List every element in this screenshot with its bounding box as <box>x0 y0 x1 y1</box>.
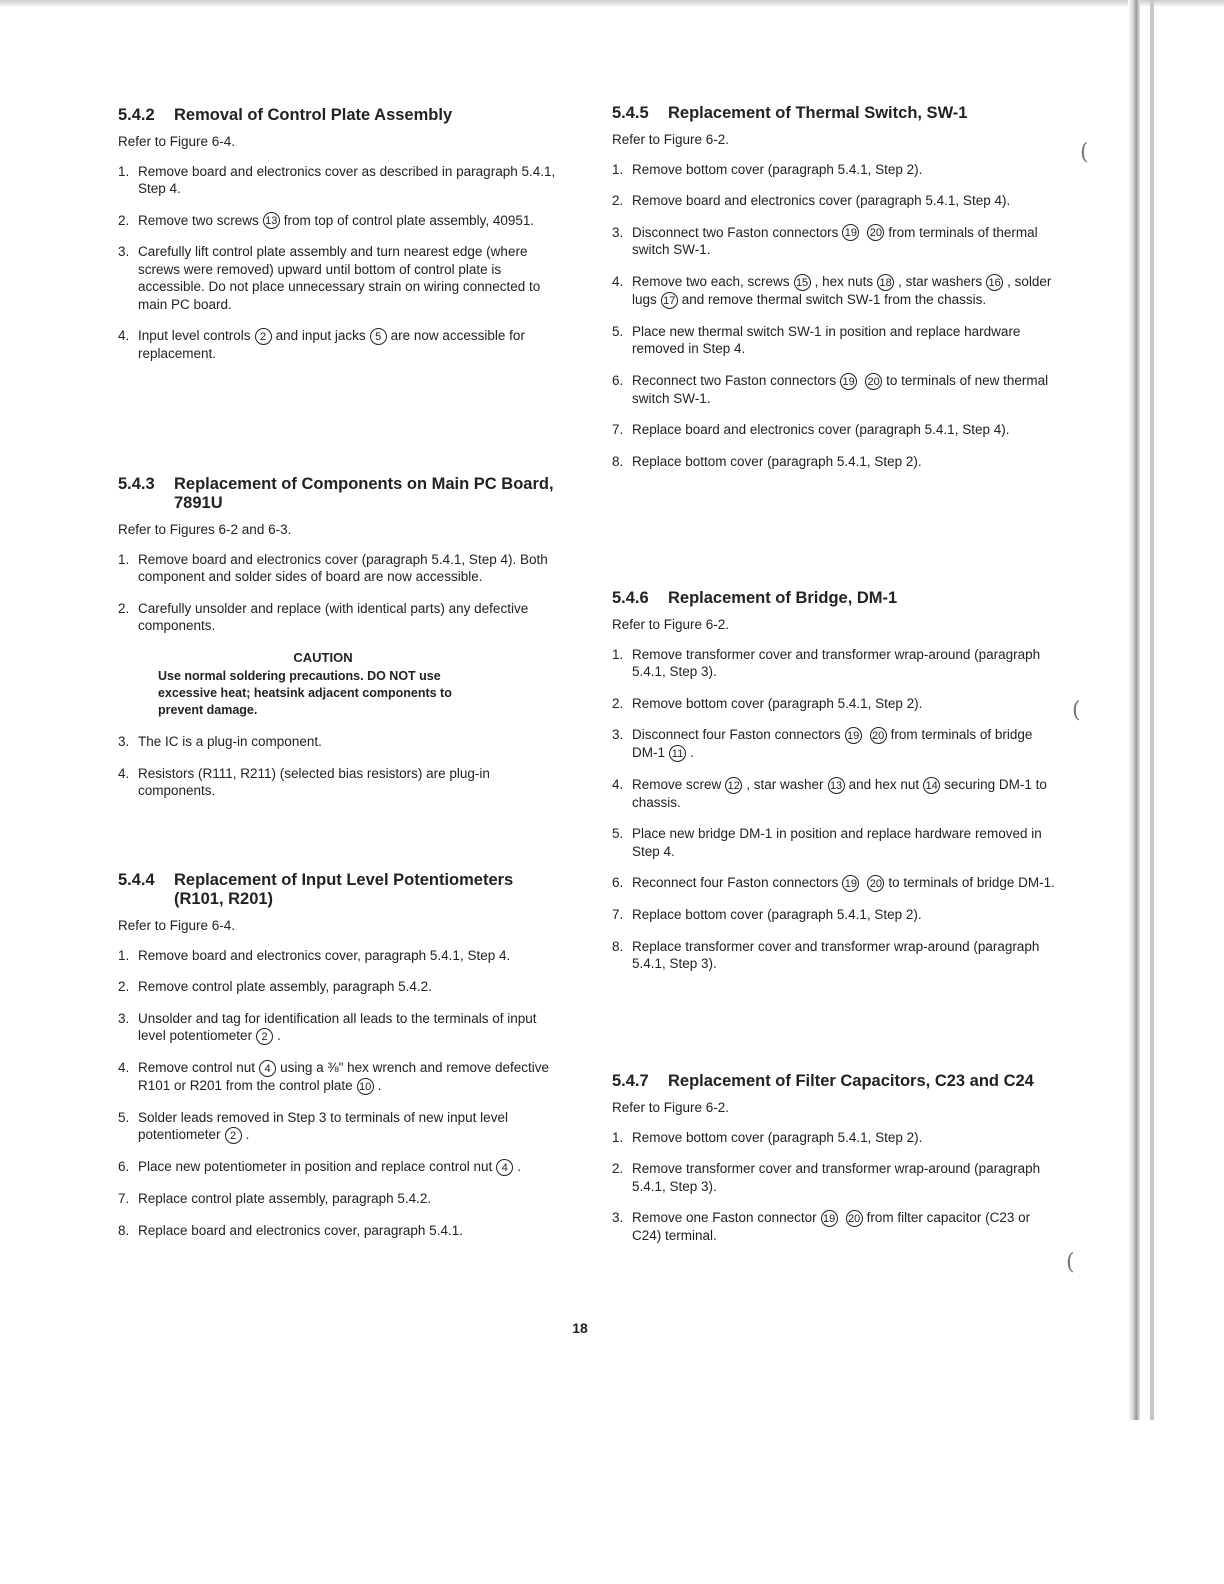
callout-number: 20 <box>867 875 884 892</box>
step-text <box>138 1109 563 1144</box>
list-item <box>118 978 563 996</box>
callout-number: 16 <box>986 274 1003 291</box>
step-number: 6. <box>612 372 624 388</box>
callout-number: 19 <box>821 1210 838 1227</box>
step-text-part: Unsolder and tag for identification all leads to the terminals of input level potentiometer <box>138 1010 537 1043</box>
page-top-edge <box>0 0 1224 6</box>
section-number: 5.4.4 <box>118 871 155 889</box>
step-text-part: Replace bottom cover (paragraph 5.4.1, Step 2). <box>632 907 922 923</box>
section-number: 5.4.3 <box>118 475 155 493</box>
step-text-part: . <box>245 1127 250 1143</box>
callout-number: 18 <box>877 274 894 291</box>
callout-number: 20 <box>846 1210 863 1227</box>
step-text <box>632 192 1057 210</box>
step-text-part: Remove bottom cover (paragraph 5.4.1, Step 2). <box>632 695 923 711</box>
figure-reference: Refer to Figures 6-2 and 6-3. <box>118 522 292 537</box>
list-item <box>118 947 563 965</box>
step-number: 3. <box>612 224 624 240</box>
section-heading <box>118 871 563 909</box>
step-text <box>632 825 1057 860</box>
step-number: 3. <box>612 1210 624 1225</box>
step-text <box>138 1190 563 1208</box>
step-number: 7. <box>612 422 624 438</box>
step-number: 4. <box>118 1059 130 1075</box>
list-item <box>612 726 1057 762</box>
step-number: 2. <box>612 695 624 711</box>
list-item <box>612 372 1057 407</box>
step-text-part: Remove transformer cover and transformer wrap-around (paragraph 5.4.1, Step 3). <box>632 646 1041 679</box>
step-number: 8. <box>612 938 624 954</box>
callout-number: 4 <box>259 1060 276 1077</box>
section-heading <box>612 104 1057 123</box>
step-number: 2. <box>612 1161 624 1176</box>
step-text <box>632 776 1057 811</box>
callout-number: 19 <box>840 373 857 390</box>
step-text-part: , solder lugs <box>632 273 1052 307</box>
step-text: Carefully unsolder and replace (with identical parts) any defective components. <box>138 600 529 633</box>
step-text <box>138 243 563 313</box>
list-item <box>118 1222 563 1240</box>
step-number: 4. <box>612 776 624 792</box>
step-number: 6. <box>118 1159 130 1175</box>
section-heading <box>118 106 563 125</box>
list-item <box>612 161 1057 179</box>
step-text-part: Remove control nut <box>138 1059 256 1075</box>
list-item <box>612 1209 1057 1244</box>
step-text-part: and hex nut <box>848 776 920 792</box>
figure-reference: Refer to Figure 6-2. <box>612 132 730 147</box>
step-text-part: Place new bridge DM-1 in position and replace hardware removed in Step 4. <box>632 826 1042 859</box>
step-text-part: from terminals of bridge DM-1 <box>632 727 1033 760</box>
step-text-part: Replace control plate assembly, paragraph 5.4.2. <box>138 1191 432 1207</box>
step-text <box>632 453 1057 471</box>
step-text-part: . <box>690 744 694 760</box>
caution-box <box>158 649 488 720</box>
step-text-part: Place new potentiometer in position and replace control nut <box>138 1159 493 1175</box>
step-text-part: Replace board and electronics cover, paragraph 5.4.1. <box>138 1222 463 1238</box>
step-text-part: Remove two each, screws <box>632 273 790 289</box>
section-5-4-6 <box>612 589 1057 987</box>
step-text-part: Reconnect four Faston connectors <box>632 875 839 891</box>
step-text-part: Remove bottom cover (paragraph 5.4.1, Step 2). <box>632 161 923 177</box>
step-text-part: to terminals of bridge DM-1. <box>888 875 1055 891</box>
step-text-part: Replace bottom cover (paragraph 5.4.1, Step 2). <box>632 453 922 469</box>
section-title: Replacement of Components on Main PC Board, 7891U <box>174 475 554 512</box>
margin-mark: ( <box>1080 140 1089 165</box>
step-text-part: Remove one Faston connector <box>632 1210 817 1225</box>
list-item <box>612 874 1057 892</box>
list-item <box>118 1010 563 1045</box>
figure-reference: Refer to Figure 6-4. <box>118 918 236 933</box>
step-text-part: Remove board and electronics cover (paragraph 5.4.1, Step 4). <box>632 193 1011 208</box>
list-item <box>118 600 563 635</box>
step-number: 1. <box>118 163 130 179</box>
list-item <box>118 1059 563 1095</box>
step-number: 4. <box>118 328 130 344</box>
section-number: 5.4.5 <box>612 104 649 122</box>
step-number: 1. <box>612 646 624 662</box>
list-item <box>612 646 1057 681</box>
step-number: 8. <box>118 1222 130 1238</box>
page-binding-shadow <box>1128 0 1140 1420</box>
step-list <box>118 551 563 635</box>
step-text-part: Remove board and electronics cover as described in paragraph 5.4.1, Step 4. <box>138 163 556 196</box>
callout-number: 11 <box>669 745 686 762</box>
callout-number: 13 <box>828 777 845 794</box>
list-item <box>118 327 563 362</box>
step-text <box>138 1059 563 1095</box>
step-list <box>118 947 563 1240</box>
section-title: Replacement of Thermal Switch, SW-1 <box>668 104 968 122</box>
step-text-part: , hex nuts <box>814 273 874 289</box>
callout-number: 12 <box>725 777 742 794</box>
list-item <box>612 825 1057 860</box>
step-text-part: . <box>377 1077 382 1093</box>
step-number: 1. <box>118 551 130 567</box>
step-text-part: Replace transformer cover and transformer wrap-around (paragraph 5.4.1, Step 3). <box>632 938 1040 972</box>
step-text <box>632 323 1057 358</box>
step-text-part: Input level controls <box>138 328 251 344</box>
margin-mark: ( <box>1072 698 1081 723</box>
callout-number: 20 <box>867 224 884 241</box>
step-text-part: and remove thermal switch SW-1 from the chassis. <box>681 291 987 307</box>
section-title: Replacement of Input Level Potentiometers (R101, R201) <box>174 871 514 908</box>
list-item <box>612 938 1057 973</box>
step-list <box>612 1129 1057 1245</box>
step-text <box>632 695 1057 713</box>
section-number: 5.4.6 <box>612 589 649 607</box>
callout-number: 10 <box>357 1078 374 1095</box>
step-number: 1. <box>118 947 130 963</box>
callout-number: 5 <box>370 328 387 345</box>
section-title: Replacement of Bridge, DM-1 <box>668 589 898 607</box>
step-text <box>632 372 1057 407</box>
list-item <box>118 212 563 230</box>
step-text <box>138 327 563 362</box>
callout-number: 13 <box>263 212 280 229</box>
list-item <box>612 695 1057 713</box>
caution-text: Use normal soldering precautions. DO NOT use excessive heat; heatsink adjacent components to prevent damage. <box>158 669 452 717</box>
step-number: 1. <box>612 161 624 177</box>
list-item <box>612 421 1057 439</box>
list-item <box>118 163 563 198</box>
step-text <box>138 163 563 198</box>
step-text-part: Reconnect two Faston connectors <box>632 372 837 388</box>
step-text-part: Place new thermal switch SW-1 in position and replace hardware removed in Step 4. <box>632 323 1021 357</box>
step-number: 2. <box>118 979 130 994</box>
step-text-part: Disconnect two Faston connectors <box>632 224 839 240</box>
callout-number: 19 <box>845 727 862 744</box>
step-text-part: . <box>277 1028 281 1043</box>
list-item <box>118 1158 563 1176</box>
list-item <box>118 1109 563 1144</box>
figure-reference: Refer to Figure 6-4. <box>118 134 236 149</box>
step-text-part: Carefully lift control plate assembly and turn nearest edge (where screws were removed) upward until bottom of control plate is accessible. Do not place unnecessary strain on wiring connected to main PC board. <box>138 244 541 312</box>
step-number: 2. <box>612 193 624 208</box>
list-item <box>118 243 563 313</box>
step-number: 3. <box>612 727 624 742</box>
step-text-part: Replace board and electronics cover (paragraph 5.4.1, Step 4). <box>632 422 1010 438</box>
step-number: 4. <box>612 273 624 289</box>
step-number: 7. <box>612 907 624 923</box>
step-text-part: from terminals of thermal switch SW-1. <box>632 224 1038 258</box>
step-text-part: Remove transformer cover and transformer wrap-around (paragraph 5.4.1, Step 3). <box>632 1161 1041 1194</box>
step-text-part: Remove screw <box>632 776 722 792</box>
callout-number: 19 <box>842 224 859 241</box>
callout-number: 19 <box>842 875 859 892</box>
step-text-part: securing DM-1 to chassis. <box>632 776 1047 810</box>
step-text-part: to terminals of new thermal switch SW-1. <box>632 372 1049 406</box>
figure-reference: Refer to Figure 6-2. <box>612 617 730 632</box>
list-item <box>612 224 1057 259</box>
figure-reference: Refer to Figure 6-2. <box>612 1100 730 1115</box>
step-text <box>632 1209 1057 1244</box>
callout-number: 20 <box>870 727 887 744</box>
step-list <box>118 163 563 363</box>
list-item <box>612 776 1057 811</box>
step-list <box>612 646 1057 973</box>
step-text-part: . <box>517 1159 521 1175</box>
step-text <box>138 1158 563 1176</box>
step-text: Resistors (R111, R211) (selected bias resistors) are plug-in components. <box>138 765 490 798</box>
section-heading <box>612 1072 1057 1091</box>
callout-number: 17 <box>661 292 678 309</box>
list-item <box>612 1129 1057 1147</box>
callout-number: 14 <box>923 777 940 794</box>
step-text <box>632 161 1057 179</box>
list-item <box>612 192 1057 210</box>
step-text <box>632 224 1057 259</box>
step-text-part: Disconnect four Faston connectors <box>632 727 841 742</box>
step-text <box>632 906 1057 924</box>
step-list <box>118 733 563 800</box>
step-text: Remove board and electronics cover (paragraph 5.4.1, Step 4). Both component and solder sides of board are now accessible. <box>138 551 548 584</box>
list-item <box>612 1160 1057 1195</box>
section-number: 5.4.7 <box>612 1072 649 1090</box>
list-item <box>612 273 1057 309</box>
step-text: The IC is a plug-in component. <box>138 734 322 749</box>
step-number: 4. <box>118 765 130 781</box>
step-text-part: Remove bottom cover (paragraph 5.4.1, Step 2). <box>632 1129 923 1145</box>
step-number: 5. <box>612 323 624 339</box>
section-5-4-4 <box>118 871 563 1253</box>
step-text <box>632 1129 1057 1147</box>
step-text-part: , star washers <box>898 273 983 289</box>
callout-number: 2 <box>256 1028 273 1045</box>
callout-number: 2 <box>225 1127 242 1144</box>
step-number: 3. <box>118 1010 130 1026</box>
list-item <box>118 733 563 751</box>
section-5-4-2 <box>118 106 563 377</box>
step-number: 5. <box>612 826 624 842</box>
list-item <box>612 453 1057 471</box>
step-number: 2. <box>118 212 130 228</box>
step-number: 3. <box>118 734 130 749</box>
step-text <box>632 421 1057 439</box>
step-text-part: Solder leads removed in Step 3 to terminals of new input level potentiometer <box>138 1109 508 1143</box>
step-text <box>632 1160 1057 1195</box>
section-5-4-7 <box>612 1072 1057 1258</box>
step-number: 6. <box>612 875 624 891</box>
section-title: Replacement of Filter Capacitors, C23 and C24 <box>668 1072 1034 1090</box>
section-heading <box>612 589 1057 608</box>
step-text <box>138 1222 563 1240</box>
step-text-part: are now accessible for replacement. <box>138 328 525 362</box>
step-number: 7. <box>118 1191 130 1207</box>
list-item <box>612 906 1057 924</box>
step-text <box>632 938 1057 973</box>
step-text <box>632 874 1057 892</box>
step-list <box>612 161 1057 471</box>
step-text <box>632 273 1057 309</box>
step-number: 1. <box>612 1129 624 1145</box>
step-text-part: using a ⅜" hex wrench and remove defective R101 or R201 from the control plate <box>138 1059 550 1093</box>
step-text-part: , star washer <box>746 776 824 792</box>
section-number: 5.4.2 <box>118 106 155 124</box>
step-text <box>138 212 563 230</box>
page-number: 18 <box>572 1320 588 1336</box>
step-text-part: Remove two screws <box>138 212 259 228</box>
callout-number: 20 <box>865 373 882 390</box>
section-title: Removal of Control Plate Assembly <box>174 106 453 124</box>
section-5-4-3 <box>118 475 563 814</box>
step-text <box>138 978 563 996</box>
step-text-part: from filter capacitor (C23 or C24) terminal. <box>632 1210 1031 1243</box>
step-text-part: and input jacks <box>275 328 366 344</box>
section-5-4-5 <box>612 104 1057 484</box>
callout-number: 2 <box>255 328 272 345</box>
step-text <box>632 646 1057 681</box>
step-number: 8. <box>612 453 624 469</box>
step-number: 2. <box>118 600 130 616</box>
step-number: 5. <box>118 1109 130 1125</box>
step-number: 3. <box>118 244 130 260</box>
step-text <box>632 726 1057 762</box>
step-text-part: Remove control plate assembly, paragraph 5.4.2. <box>138 979 432 994</box>
list-item <box>118 1190 563 1208</box>
callout-number: 15 <box>794 274 811 291</box>
section-heading <box>118 475 563 513</box>
step-text <box>138 1010 563 1045</box>
list-item <box>118 551 563 586</box>
step-text <box>138 947 563 965</box>
page-binding-line <box>1150 0 1154 1420</box>
step-text-part: Remove board and electronics cover, paragraph 5.4.1, Step 4. <box>138 947 511 963</box>
margin-mark: ( <box>1066 1250 1075 1275</box>
list-item <box>612 323 1057 358</box>
callout-number: 4 <box>496 1159 513 1176</box>
step-text-part: from top of control plate assembly, 40951. <box>283 212 535 228</box>
list-item <box>118 765 563 800</box>
caution-title: CAUTION <box>293 649 353 665</box>
